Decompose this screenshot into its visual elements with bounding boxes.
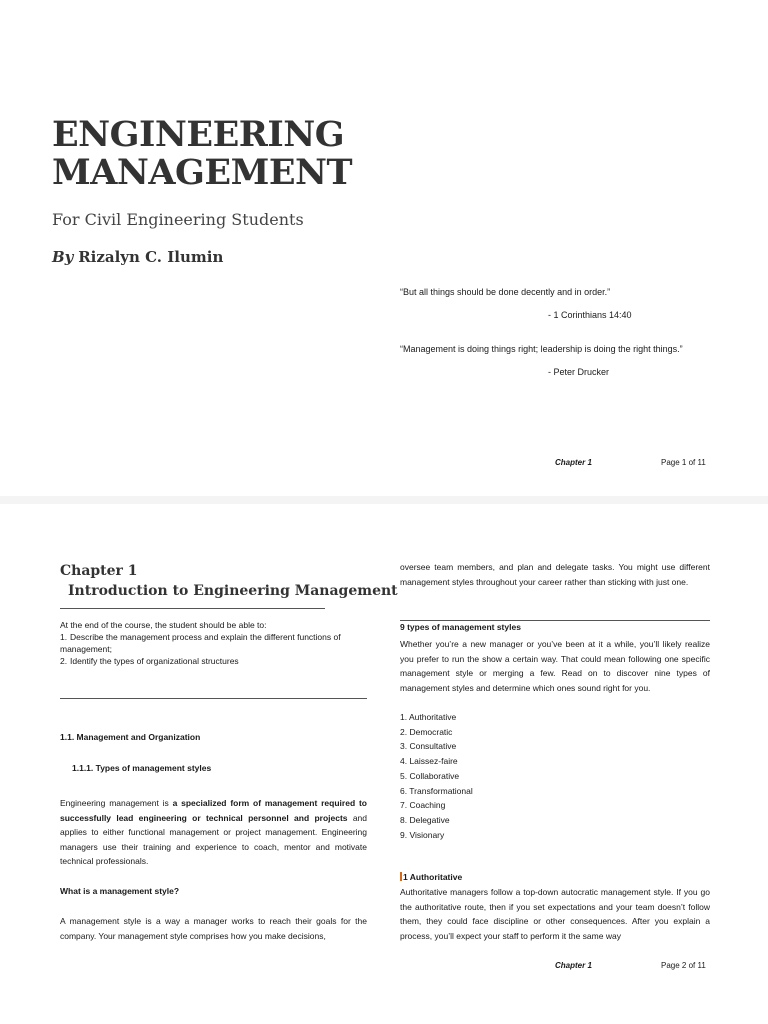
quote-2: “Management is doing things right; leadership is doing the right things.” [400, 344, 683, 354]
objective-index: 2. [60, 656, 68, 666]
objective-item [60, 631, 370, 655]
footer-chapter: Chapter 1 [555, 458, 592, 467]
definition-text-end: and applies to either functional management or project management. Engineering managers use their training and experience to coach, mentor and motivate technical professionals. [60, 812, 368, 867]
types-heading: 9 types of management styles [400, 622, 521, 632]
chapter-title-rule [60, 608, 325, 609]
style-item: 8. Delegative [400, 814, 450, 825]
style-item: 2. Democratic [400, 726, 453, 737]
style-item: 4. Laissez-faire [400, 756, 458, 767]
objective-text: Describe the management process and explain the different functions of management; [60, 632, 341, 654]
page-number: Page 2 of 11 [661, 961, 706, 970]
edit-marker [400, 872, 402, 881]
chapter-number: Chapter 1 [60, 563, 138, 579]
definition-text-start: Engineering management is [60, 798, 173, 808]
objectives-intro: At the end of the course, the student should be able to: [60, 620, 267, 630]
footer-chapter: Chapter 1 [555, 961, 592, 970]
document-subtitle: For Civil Engineering Students [52, 210, 304, 229]
style-item: 1. Authoritative [400, 712, 457, 722]
title-line-2: MANAGEMENT [52, 152, 353, 193]
authoritative-heading [400, 872, 462, 882]
style-item: 3. Consultative [400, 741, 457, 752]
style-item: 5. Collaborative [400, 770, 460, 781]
types-intro: Whether you’re a new manager or you’ve been at it a while, you’ll likely realize you prefer to run the show a certain way. That could mean following one specific management style or merging a few. Read on to discover nine types of management styles and determine which ones sound right for you. [400, 639, 710, 693]
document-author [52, 248, 223, 266]
author-name: Rizalyn C. Ilumin [78, 248, 224, 266]
style-item: 7. Coaching [400, 800, 446, 811]
page-1 [0, 0, 768, 496]
continuation-paragraph: oversee team members, and plan and delegate tasks. You might use different management styles throughout your career rather than sticking with just one. [400, 562, 710, 587]
styles-list [400, 710, 473, 842]
document-title [52, 116, 472, 192]
types-rule [400, 620, 710, 621]
management-style-paragraph: A management style is a way a manager works to reach their goals for the company. Your management style comprises how you make decisions, [60, 916, 367, 941]
objective-index: 1. [60, 632, 68, 642]
definition-emphasis: a specialized form of management required to successfully lead engineering or technical personnel and projects [60, 798, 367, 823]
chapter-title: Introduction to Engineering Management [68, 583, 398, 599]
page-2 [0, 504, 768, 1024]
section-heading: 1.1. Management and Organization [60, 732, 201, 742]
subsection-heading: 1.1.1. Types of management styles [72, 763, 212, 773]
page-footer [555, 458, 592, 467]
style-item: 9. Visionary [400, 829, 445, 840]
quote-1-attribution: - 1 Corinthians 14:40 [548, 310, 632, 320]
style-item: 6. Transformational [400, 785, 473, 796]
authoritative-paragraph: Authoritative managers follow a top-down autocratic management style. If you go the authoritative route, then if you set expectations and your team doesn’t follow them, they could face discipline or other consequences. After you explain a process, you’ll expect your staff to perform it the same way [400, 887, 710, 941]
objective-item [60, 655, 370, 667]
definition-paragraph [60, 796, 367, 869]
title-line-1: ENGINEERING [52, 114, 345, 155]
authoritative-heading-text: 1 Authoritative [403, 872, 463, 882]
question-heading: What is a management style? [60, 886, 180, 896]
objectives-list [60, 631, 370, 667]
page-footer [555, 961, 592, 970]
quote-2-attribution: - Peter Drucker [548, 367, 610, 377]
author-prefix: By [52, 248, 74, 266]
page-number: Page 1 of 11 [661, 458, 706, 467]
objective-text: Identify the types of organizational structures [70, 656, 239, 666]
objectives-rule [60, 698, 367, 699]
quote-1: “But all things should be done decently and in order.” [400, 287, 611, 297]
